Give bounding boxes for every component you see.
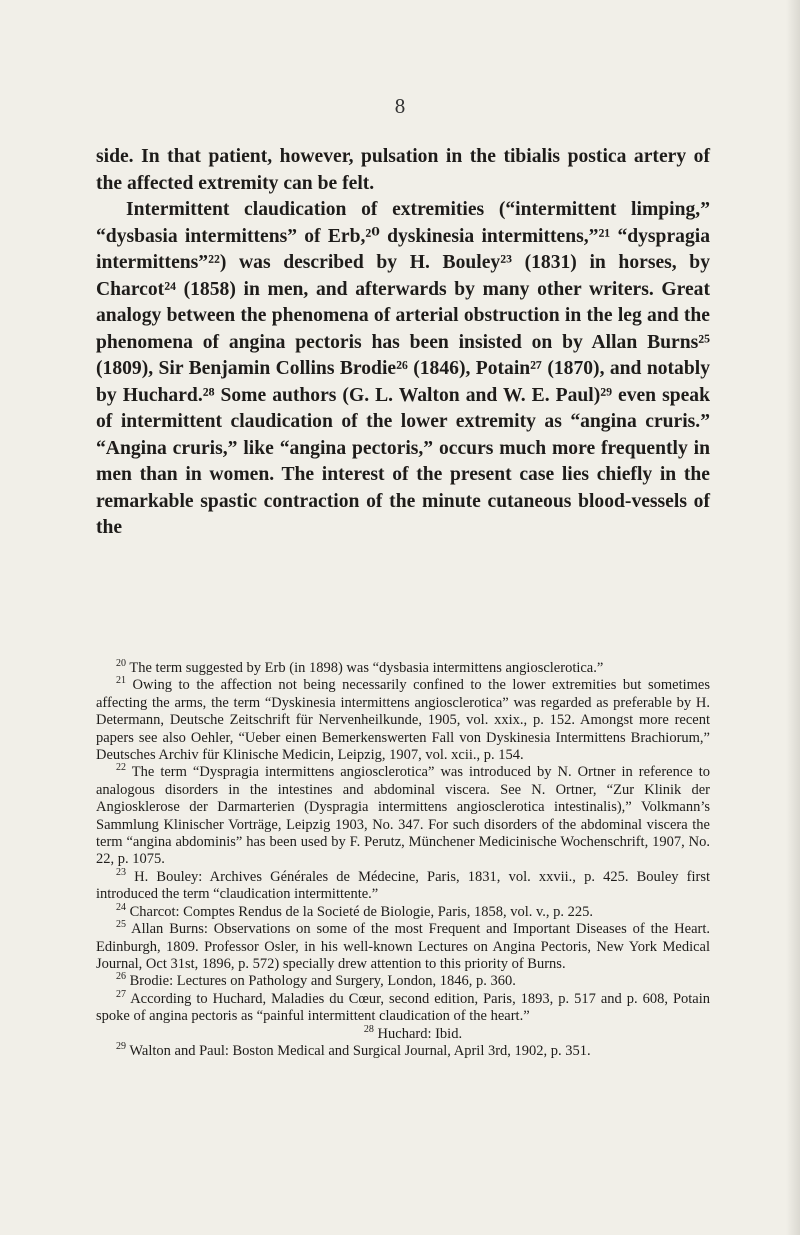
- footnote-26: [96, 973, 710, 990]
- page-edge-shadow: [786, 0, 800, 1235]
- footnote-text: H. Bouley: Archives Générales de Médecine, Paris, 1831, vol. xxvii., p. 425. Bouley first introduced the term “claudication intermittente.”: [96, 868, 711, 903]
- footnote-text: According to Huchard, Maladies du Cœur, second edition, Paris, 1893, p. 517 and p. 608, Potain spoke of angina pectoris as “painful intermittent claudication of the heart.”: [96, 990, 710, 1025]
- footnote-20: [96, 660, 710, 677]
- footnote-text: Brodie: Lectures on Pathology and Surgery, London, 1846, p. 360.: [129, 973, 516, 990]
- body-paragraph-1: side. In that patient, however, pulsation in the tibialis postica artery of the affected extremity can be felt.: [96, 146, 710, 194]
- footnote-number: 28: [363, 1023, 374, 1035]
- footnote-text: Allan Burns: Observations on some of the most Frequent and Important Diseases of the Heart. Edinburgh, 1809. Professor Osler, in his well-known Lectures on Angina Pectoris, New York Medical Journal, Oct 31st, 1896, p. 572) specially drew attention to this priority of Burns.: [96, 921, 711, 972]
- body-text: [96, 144, 710, 542]
- footnote-text: Owing to the affection not being necessarily confined to the lower extremities but sometimes affecting the arms, the term “Dyskinesia intermittens angiosclerotica” was regarded as preferable by H. Determann, Deutsche Zeitschrift für Nervenheilkunde, 1905, vol. xxix., p. 152. Amongst more recent papers see also Oehler, “Ueber einen Bemerkenswerten Fall von Dyskinesia Intermittens Brachiorum,” Deutsches Archiv für Klinische Medicin, Leipzig, 1907, vol. xcii., p. 154.: [96, 677, 710, 764]
- footnote-text: Walton and Paul: Boston Medical and Surgical Journal, April 3rd, 1902, p. 351.: [129, 1042, 591, 1059]
- footnote-number: 20: [116, 658, 126, 670]
- footnote-number: 26: [116, 971, 126, 983]
- body-paragraph-2: Intermittent claudication of extremities (“intermittent limping,” “dysbasia intermittens” of Erb,²⁰ dyskinesia intermittens,”²¹ “dyspragia intermittens”²²) was described by H. Bouley²³ (1831) in horses, by Charcot²⁴ (1858) in men, and afterwards by many other writers. Great analogy between the phenomena of arterial obstruction in the leg and the phenomena of angina pectoris has been insisted on by Allan Burns²⁵ (1809), Sir Benjamin Collins Brodie²⁶ (1846), Potain²⁷ (1870), and notably by Huchard.²⁸ Some authors (G. L. Walton and W. E. Paul)²⁹ even speak of intermittent claudication of the lower extremity as “angina cruris.” “Angina cruris,” like “angina pectoris,” occurs much more frequently in men than in women. The interest of the present case lies chiefly in the remarkable spastic contraction of the minute cutaneous blood-vessels of the: [96, 199, 710, 538]
- footnote-number: 24: [116, 901, 126, 913]
- footnote-22: [96, 764, 710, 868]
- footnote-23: [96, 869, 710, 904]
- footnote-text: Charcot: Comptes Rendus de la Societé de Biologie, Paris, 1858, vol. v., p. 225.: [129, 903, 594, 920]
- footnote-text: Huchard: Ibid.: [377, 1025, 463, 1042]
- footnote-number: 25: [116, 919, 126, 931]
- footnote-number: 21: [116, 675, 126, 687]
- footnote-28: [96, 1023, 710, 1043]
- footnote-number: 29: [116, 1041, 126, 1053]
- footnote-number: 27: [116, 988, 126, 1000]
- footnote-text: The term “Dyspragia intermittens angiosclerotica” was introduced by N. Ortner in reference to analogous disorders in the intestines and abdominal viscera. See N. Ortner, “Zur Klinik der Angiosklerose der Darmarterien (Dyspragia intermittens angiosclerotica intestinalis),” Volkmann’s Sammlung Klinischer Vorträge, Leipzig 1903, No. 347. For such disorders of the abdominal viscera the term “angina abdominis” has been used by F. Perutz, Münchener Medicinische Wochenschrift, 1907, No. 22, p. 1075.: [96, 764, 711, 868]
- footnote-29: [96, 1043, 710, 1060]
- footnote-number: 23: [116, 867, 126, 879]
- footnote-21: [96, 677, 710, 764]
- footnote-number: 22: [116, 762, 126, 774]
- footnote-25: [96, 921, 710, 973]
- footnote-24: [96, 901, 710, 921]
- footnote-text: The term suggested by Erb (in 1898) was “dysbasia intermittens angiosclerotica.”: [129, 660, 604, 676]
- footnotes: [96, 660, 710, 1060]
- page-number: 8: [394, 94, 406, 118]
- footnote-27: [96, 988, 710, 1026]
